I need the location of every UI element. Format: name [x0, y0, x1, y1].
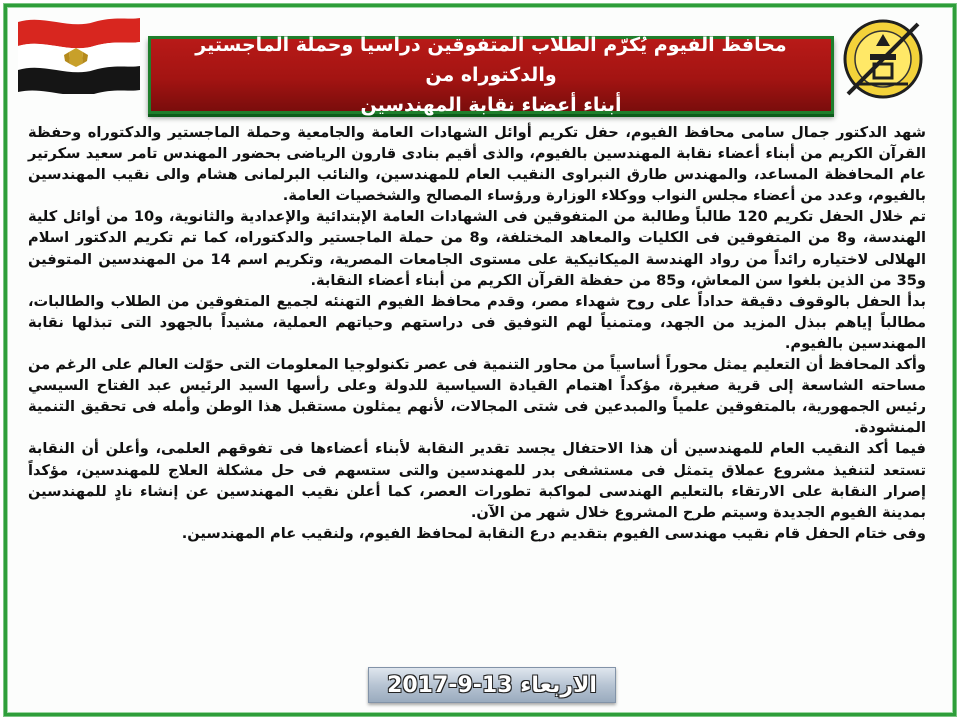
article-paragraph: شهد الدكتور جمال سامى محافظ الفيوم، حفل تكريم أوائل الشهادات العامة والجامعية وحملة الماجستير والدكتوراه وحفظة القرآن الكريم من أبناء أعضاء نقابة المهندسين بالفيوم، والذى أقيم بنادى قارون الرياضى بحضور المهندس تامر سعيد سكرتير عام المحافظة المساعد، والمهندس طارق النبراوى النقيب العام للمهندسين، والنائب البرلمانى هشام والى نقيب المهندسين بالفيوم، وعدد من أعضاء مجلس النواب ووكلاء الوزارة ورؤساء المصالح والشخصيات العامة. [28, 124, 926, 205]
article-paragraph: فيما أكد النقيب العام للمهندسين أن هذا الاحتفال يجسد تقدير النقابة لأبناء أعضاءها فى تفوقهم العلمى، وأعلن أن النقابة تستعد لتنفيذ مشروع عملاق يتمثل فى مستشفى بدر للمهندسين والتى ستسهم فى حل مشكلة العلاج للمهندسين، مؤكداً إصرار النقابة على الارتقاء بالتعليم الهندسى لمواكبة تطورات العصر، كما أعلن نقيب المهندسين عن إنشاء نادٍ للمهندسين بمدينة الفيوم الجديدة وسيتم طرح المشروع خلال شهر من الآن. [28, 440, 926, 521]
egypt-flag-icon [14, 12, 144, 94]
headline-line-1: محافظ الفيوم يُكرّم الطلاب المتفوقين دراسياً وحملة الماجستير والدكتوراه من [195, 34, 787, 86]
article-paragraph: وأكد المحافظ أن التعليم يمثل محوراً أساسياً من محاور التنمية فى عصر تكنولوجيا المعلومات التى حوّلت العالم على الرغم من مساحته الشاسعة إلى قرية صغيرة، مؤكداً اهتمام القيادة السياسية للدولة وعلى رأسها السيد الرئيس عبد الفتاح السيسي رئيس الجمهورية، بالمتفوقين علمياً والمبدعين فى شتى المجالات، لأنهم يمثلون مستقبل هذا الوطن وأمله فى تحقيق التنمية المنشودة. [28, 356, 926, 437]
article-body [28, 122, 926, 544]
date-badge: الاربعاء 13-9-2017 [368, 667, 616, 703]
headline-banner [148, 36, 834, 114]
headline-line-2: أبناء أعضاء نقابة المهندسين [360, 94, 622, 116]
article-paragraph: وفى ختام الحفل قام نقيب مهندسى الفيوم بتقديم درع النقابة لمحافظ الفيوم، ولنقيب عام المهندسين. [181, 524, 926, 542]
article-paragraph: تم خلال الحفل تكريم 120 طالباً وطالبة من المتفوقين فى الشهادات العامة الإبتدائية والإعدادية والثانوية، و10 من أوائل كلية الهندسة، و8 من المتفوقين فى الكليات والمعاهد المختلفة، و8 من حملة الماجستير والدكتوراه، كما تم تكريم الدكتور اسلام الهلالى لاختياره رائداً من رواد الهندسة الميكانيكية على مستوى الجامعات المصرية، وتكريم اسم 14 من المهندسين المتوفين و35 من الذين بلغوا سن المعاش، و85 من حفظة القرآن الكريم من أبناء أعضاء النقابة. [28, 208, 927, 289]
article-paragraph: بدأ الحفل بالوقوف دقيقة حداداً على روح شهداء مصر، وقدم محافظ الفيوم التهنئه لجميع المتفوقين من الطلاب والطالبات، مطالباً إياهم ببذل المزيد من الجهد، ومتمنياً لهم التوفيق فى دراستهم وحياتهم العملية، مشيداً بالجهود التى تبذلها نقابة المهندسين بالفيوم. [28, 292, 926, 352]
syndicate-logo-icon [838, 14, 928, 104]
